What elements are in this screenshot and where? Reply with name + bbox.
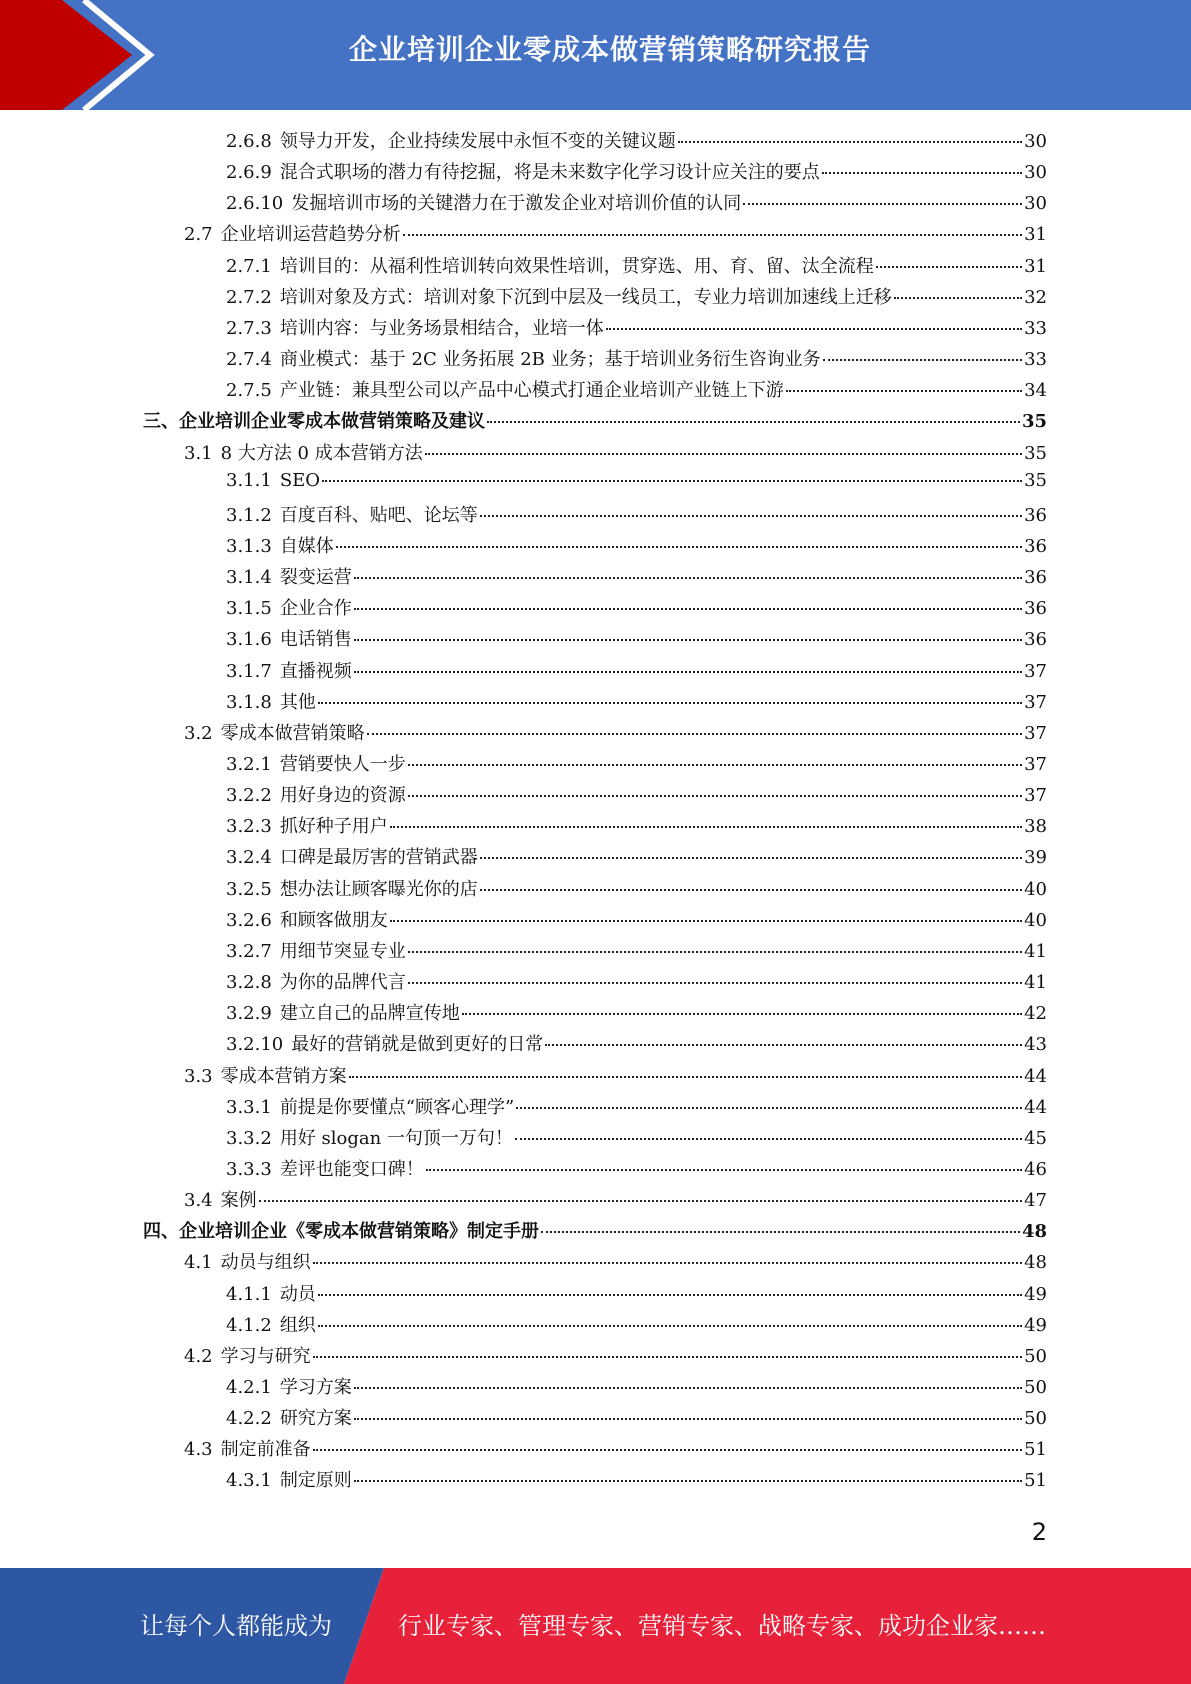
toc-entry[interactable] [226,470,1047,501]
toc-entry[interactable] [226,1466,1047,1497]
toc-entry[interactable] [226,158,1047,189]
toc-entry[interactable] [226,625,1047,656]
toc-entry[interactable] [226,781,1047,812]
toc-dot-leader [313,1356,1022,1358]
toc-entry-title: 差评也能变口碑！ [279,1158,424,1180]
toc-entry-page: 37 [1024,691,1047,713]
toc-entry-title: 培训内容：与业务场景相结合，业培一体 [279,317,604,339]
toc-entry-number: 4.2.2 [226,1408,272,1430]
toc-entry-page: 34 [1024,380,1047,402]
toc-entry[interactable] [226,283,1047,314]
toc-entry-title: 电话销售 [279,629,352,651]
toc-dot-leader [354,639,1022,641]
toc-entry[interactable] [226,1280,1047,1311]
toc-entry[interactable] [226,1155,1047,1186]
toc-entry-title: 抓好种子用户 [279,816,388,838]
toc-entry-title: 培训对象及方式：培训对象下沉到中层及一线员工，专业力培训加速线上迁移 [279,286,892,308]
toc-entry-number: 2.6.10 [226,193,284,215]
toc-entry-page: 48 [1024,1252,1047,1274]
toc-entry-page: 38 [1024,816,1047,838]
toc-entry-page: 42 [1024,1003,1047,1025]
toc-entry[interactable] [226,1373,1047,1404]
toc-entry-page: 31 [1024,255,1047,277]
toc-entry-number: 3.2.8 [226,972,272,994]
toc-entry-title: 口碑是最厉害的营销武器 [279,847,478,869]
toc-dot-leader [354,671,1022,673]
toc-entry-number: 3.1.5 [226,598,272,620]
toc-entry-title: 混合式职场的潜力有待挖掘，将是未来数字化学习设计应关注的要点 [279,162,820,184]
toc-entry-number: 3.2 [184,722,213,744]
toc-entry-title: 零成本做营销策略 [220,722,365,744]
toc-dot-leader [823,359,1022,361]
toc-entry-title: 和顾客做朋友 [279,909,388,931]
toc-entry-number: 3.2.6 [226,909,272,931]
toc-entry-title: 企业合作 [279,598,352,620]
toc-dot-leader [786,390,1022,392]
toc-dot-leader [678,141,1022,143]
toc-entry[interactable] [226,532,1047,563]
toc-entry-page: 33 [1024,317,1047,339]
footer-slogan-right: 行业专家、管理专家、营销专家、战略专家、成功企业家…… [398,1612,1046,1640]
toc-entry[interactable] [226,563,1047,594]
page-number: 2 [1031,1518,1047,1546]
toc-entry-page: 44 [1024,1096,1047,1118]
toc-entry[interactable] [184,1342,1047,1373]
toc-entry-title: 组织 [279,1314,316,1336]
toc-entry[interactable] [226,594,1047,625]
toc-entry-page: 50 [1024,1377,1047,1398]
toc-entry-number: 3.2.3 [226,816,272,838]
toc-entry-number: 3.3.3 [226,1158,272,1180]
toc-dot-leader [390,826,1022,828]
toc-entry[interactable] [226,252,1047,283]
toc-entry-number: 3.1.2 [226,504,272,526]
toc-entry[interactable] [226,750,1047,781]
toc-entry-title: 动员 [279,1283,316,1305]
toc-entry-title: 领导力开发，企业持续发展中永恒不变的关键议题 [279,131,676,152]
toc-dot-leader [480,515,1022,517]
toc-entry-page: 36 [1024,567,1047,589]
toc-entry-number: 3.2.7 [226,940,272,962]
toc-entry-title: 零成本营销方案 [220,1065,347,1087]
toc-entry-number: 4.1 [184,1252,213,1274]
toc-entry-number: 3.1.6 [226,629,272,651]
toc-entry-number: 3.1 [184,442,213,464]
page-header [0,0,1191,110]
toc-dot-leader [480,857,1022,859]
toc-dot-leader [390,920,1022,922]
toc-entry-title: 前提是你要懂点“顾客心理学” [279,1096,515,1118]
toc-entry-title: 其他 [279,691,316,713]
toc-entry-page: 41 [1024,940,1047,962]
toc-entry-number: 4.1.1 [226,1283,272,1305]
toc-entry-number: 3.3.1 [226,1096,272,1118]
toc-entry[interactable] [226,843,1047,874]
toc-dot-leader [426,1169,1022,1171]
toc-entry-number: 2.7.2 [226,286,272,308]
toc-entry[interactable] [226,875,1047,906]
toc-entry-number: 4.2.1 [226,1377,272,1398]
toc-entry-number: 3.1.8 [226,691,272,713]
toc-entry-number: 3.3.2 [226,1127,272,1149]
toc-dot-leader [354,1418,1022,1420]
toc-entry-page: 35 [1024,469,1047,491]
toc-entry-page: 51 [1024,1439,1047,1461]
toc-entry-title: 学习与研究 [220,1345,311,1367]
toc-entry-number: 4.3 [184,1439,213,1461]
toc-entry-title: 制定原则 [279,1470,352,1492]
toc-dot-leader [318,1325,1022,1327]
toc-dot-leader [318,1294,1022,1296]
toc-entry-title: 最好的营销就是做到更好的日常 [291,1034,544,1056]
toc-dot-leader [403,234,1022,236]
toc-entry-page: 45 [1024,1127,1047,1149]
toc-entry-page: 33 [1024,349,1047,371]
toc-dot-leader [259,1200,1022,1202]
toc-entry-page: 35 [1021,411,1047,433]
toc-entry-title: SEO [279,469,321,491]
toc-entry-page: 46 [1024,1158,1047,1180]
toc-entry[interactable] [226,501,1047,532]
toc-entry-page: 32 [1024,286,1047,308]
document-title: 企业培训企业零成本做营销策略研究报告 [348,33,871,66]
toc-entry-page: 50 [1024,1345,1047,1367]
toc-dot-leader [515,1138,1022,1140]
toc-dot-leader [545,1044,1022,1046]
toc-entry-title: 想办法让顾客曝光你的店 [279,878,478,900]
toc-entry[interactable] [184,719,1047,750]
toc-entry-number: 3.3 [184,1065,213,1087]
toc-entry-page: 49 [1024,1283,1047,1305]
toc-entry-title: 商业模式：基于 2C 业务拓展 2B 业务；基于培训业务衍生咨询业务 [279,349,821,371]
toc-entry-page: 37 [1024,785,1047,807]
toc-entry[interactable] [184,439,1047,470]
toc-entry-number: 3.2.2 [226,785,272,807]
toc-entry-title: 用好 slogan 一句顶一万句！ [279,1127,513,1149]
toc-entry-title: 营销要快人一步 [279,754,406,775]
toc-entry-title: 三、企业培训企业零成本做营销策略及建议 [143,411,485,433]
toc-entry-title: 自媒体 [279,535,334,557]
toc-entry-title: 动员与组织 [220,1252,311,1274]
toc-entry-page: 30 [1024,162,1047,184]
toc-entry-page: 30 [1024,193,1047,215]
toc-entry[interactable] [226,999,1047,1030]
toc-entry[interactable] [226,314,1047,345]
toc-dot-leader [480,889,1022,891]
toc-entry-page: 50 [1024,1408,1047,1430]
toc-dot-leader [462,1013,1022,1015]
toc-entry-number: 3.1.1 [226,469,272,491]
toc-entry-page: 36 [1024,535,1047,557]
toc-entry-number: 4.2 [184,1345,213,1367]
toc-dot-leader [354,1387,1022,1389]
toc-entry-title: 用细节突显专业 [279,940,406,962]
toc-entry[interactable] [226,968,1047,999]
toc-entry-number: 2.6.9 [226,162,272,184]
toc-entry-number: 3.2.5 [226,878,272,900]
toc-entry-page: 35 [1024,442,1047,464]
toc-entry-title: 企业培训运营趋势分析 [220,224,401,246]
toc-dot-leader [408,982,1022,984]
toc-entry-title: 四、企业培训企业《零成本做营销策略》制定手册 [143,1221,539,1243]
toc-dot-leader [408,951,1022,953]
toc-entry-number: 3.1.4 [226,567,272,589]
toc-entry-title: 培训目的：从福利性培训转向效果性培训，贯穿选、用、育、留、汰全流程 [279,255,874,277]
toc-entry-title: 建立自己的品牌宣传地 [279,1003,460,1025]
toc-entry-page: 49 [1024,1314,1047,1336]
toc-entry[interactable] [226,812,1047,843]
toc-entry[interactable] [184,1248,1047,1279]
toc-entry-page: 36 [1024,504,1047,526]
toc-dot-leader [367,733,1022,735]
toc-entry-page: 30 [1024,131,1047,152]
toc-dot-leader [318,702,1022,704]
toc-dot-leader [743,203,1022,205]
toc-entry[interactable] [226,1404,1047,1435]
toc-entry[interactable] [226,1030,1047,1061]
toc-dot-leader [408,764,1022,766]
toc-entry[interactable] [184,1062,1047,1093]
toc-entry-page: 36 [1024,629,1047,651]
toc-entry-number: 2.7.3 [226,317,272,339]
toc-dot-leader [313,1262,1022,1264]
toc-entry[interactable] [226,657,1047,688]
toc-entry-page: 37 [1024,660,1047,682]
toc-entry-title: 学习方案 [279,1377,352,1398]
toc-dot-leader [487,421,1020,423]
toc-dot-leader [425,453,1022,455]
toc-dot-leader [894,297,1022,299]
toc-entry-number: 2.7.4 [226,349,272,371]
toc-entry-page: 48 [1021,1221,1047,1243]
toc-entry[interactable] [226,376,1047,407]
toc-entry-title: 研究方案 [279,1408,352,1430]
toc-entry-number: 3.2.1 [226,754,272,775]
toc-entry-title: 为你的品牌代言 [279,972,406,994]
toc-entry-number: 3.2.10 [226,1034,284,1056]
toc-entry-number: 4.3.1 [226,1470,272,1492]
toc-entry[interactable] [226,906,1047,937]
toc-dot-leader [322,480,1022,482]
toc-entry-page: 51 [1024,1470,1047,1492]
toc-entry-title: 百度百科、贴吧、论坛等 [279,504,478,526]
toc-dot-leader [354,577,1022,579]
toc-dot-leader [313,1449,1022,1451]
toc-entry[interactable] [226,1093,1047,1124]
toc-entry-number: 3.1.3 [226,535,272,557]
toc-entry-page: 40 [1024,909,1047,931]
toc-entry-page: 37 [1024,754,1047,775]
toc-entry-number: 3.2.9 [226,1003,272,1025]
toc-entry[interactable] [143,1217,1047,1248]
toc-entry[interactable] [184,1435,1047,1466]
toc-entry-page: 43 [1024,1034,1047,1056]
toc-entry-page: 36 [1024,598,1047,620]
toc-dot-leader [349,1076,1022,1078]
toc-entry[interactable] [226,1311,1047,1342]
toc-entry-number: 2.7 [184,224,213,246]
footer-slogan-left: 让每个人都能成为 [140,1612,332,1640]
toc-entry-title: 产业链：兼具型公司以产品中心模式打通企业培训产业链上下游 [279,380,784,402]
toc-entry-page: 39 [1024,847,1047,869]
toc-dot-leader [876,266,1022,268]
toc-entry-page: 44 [1024,1065,1047,1087]
toc-entry[interactable] [226,688,1047,719]
toc-entry-page: 37 [1024,722,1047,744]
toc-entry-number: 3.4 [184,1190,213,1212]
toc-entry-title: 8 大方法 0 成本营销方法 [220,442,423,464]
toc-entry-number: 4.1.2 [226,1314,272,1336]
toc-entry-number: 3.2.4 [226,847,272,869]
toc-entry[interactable] [226,1124,1047,1155]
toc-entry[interactable] [143,407,1047,438]
toc-dot-leader [606,328,1022,330]
toc-entry[interactable] [226,345,1047,376]
toc-dot-leader [408,795,1022,797]
toc-entry-title: 用好身边的资源 [279,785,406,807]
toc-entry-number: 2.7.5 [226,380,272,402]
toc-entry-number: 2.7.1 [226,255,272,277]
toc-dot-leader [336,546,1022,548]
toc-dot-leader [822,172,1022,174]
toc-entry-page: 41 [1024,972,1047,994]
toc-entry[interactable] [226,189,1047,220]
page-footer [0,1568,1191,1684]
toc-entry[interactable] [184,1186,1047,1217]
toc-dot-leader [516,1107,1022,1109]
toc-entry-title: 发掘培训市场的关键潜力在于激发企业对培训价值的认同 [291,193,742,215]
toc-entry-title: 制定前准备 [220,1439,311,1461]
toc-dot-leader [354,1480,1022,1482]
toc-entry-number: 3.1.7 [226,660,272,682]
toc-entry-title: 裂变运营 [279,567,352,589]
toc-entry-number: 2.6.8 [226,131,272,152]
toc-entry-page: 40 [1024,878,1047,900]
toc-entry[interactable] [184,220,1047,251]
toc-entry[interactable] [226,937,1047,968]
toc-entry-page: 47 [1024,1190,1047,1212]
toc-entry-title: 直播视频 [279,660,352,682]
toc-entry-title: 案例 [220,1190,257,1212]
toc-entry[interactable] [226,127,1047,158]
toc-entry-page: 31 [1024,224,1047,246]
toc-dot-leader [541,1231,1020,1233]
toc-dot-leader [354,608,1022,610]
